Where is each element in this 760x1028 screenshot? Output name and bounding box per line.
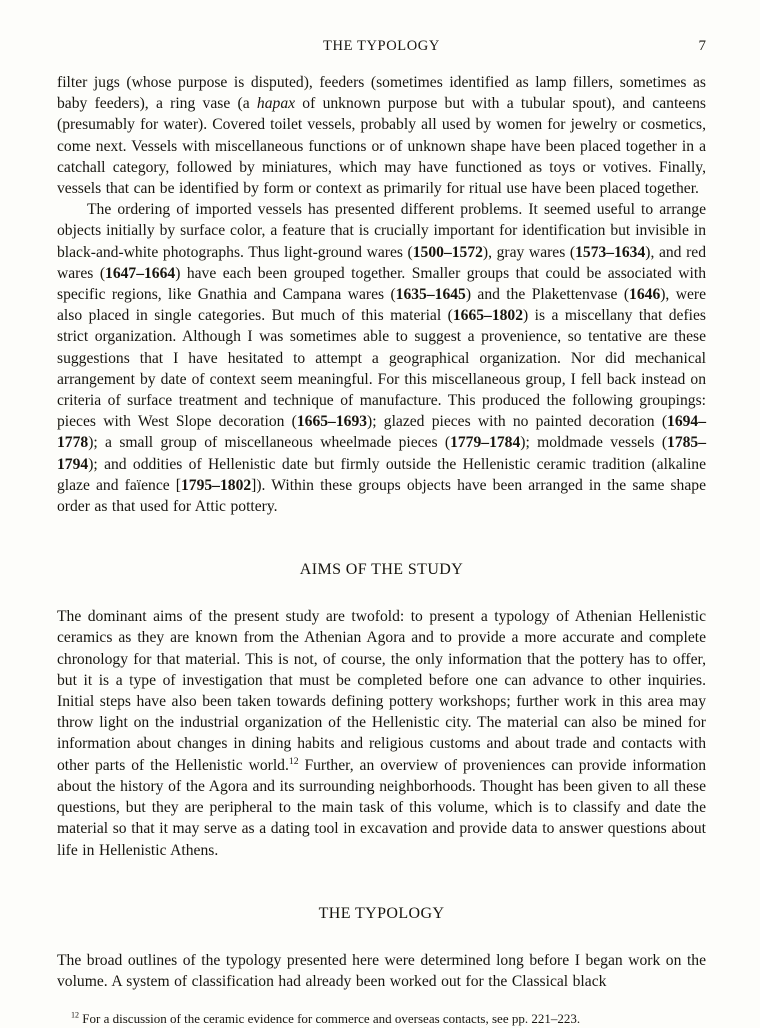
paragraph: filter jugs (whose purpose is disputed), feeders (sometimes identified as lamp fillers, sometimes as baby feeders), a ring vase (a hapax of unknown purpose but with a tubular spout), and canteens (presumably for water). Covered toilet vessels, probably all used by women for jewelry or cosmetics, come next. Vessels with miscellaneous functions or of unknown shape have been placed together in a catchall category, followed by miniatures, which may have functioned as toys or votives. Finally, vessels that can be identified by form or context as primarily for ritual use have been placed together. [57, 74, 706, 198]
footnote-marker: 12 [71, 1010, 80, 1020]
paragraph: The ordering of imported vessels has presented different problems. It seemed useful to arrange objects initially by surface color, a feature that is crucially important for identification but invisible in black-and-white photographs. Thus light-ground wares (1500–1572), gray wares (1573–1634), and red wares (1647–1664) have each been grouped together. Smaller groups that could be associated with specific regions, like Gnathia and Campana wares (1635–1645) and the Plakettenvase (1646), were also placed in single categories. But much of this material (1665–1802) is a miscellany that defies strict organization. Although I was sometimes able to suggest a provenience, so tentative are these suggestions that I have hesitated to attempt a geographical organization. Nor did mechanical arrangement by date of context seem meaningful. For this miscellaneous group, I fell back instead on criteria of surface treatment and technique of manufacture. This produced the following groupings: pieces with West Slope decoration (1665–1693); glazed pieces with no painted decoration (1694–1778); a small group of miscellaneous wheelmade pieces (1779–1784); moldmade vessels (1785–1794); and oddities of Hellenistic date but firmly outside the Hellenistic ceramic tradition (alkaline glaze and faïence [1795–1802]). Within these groups objects have been arranged in the same shape order as that used for Attic pottery. [57, 201, 707, 516]
page-body [57, 72, 706, 992]
section-heading: AIMS OF THE STUDY [299, 561, 464, 579]
paragraph: The broad outlines of the typology presented here were determined long before I began work on the volume. A system of classification had already been worked out for the Classical black [57, 951, 706, 990]
page-number: 7 [698, 38, 706, 54]
running-head [57, 38, 706, 58]
footnote-text: For a discussion of the ceramic evidence for commerce and overseas contacts, see pp. 221–223. [79, 1011, 581, 1027]
paragraph: The dominant aims of the present study are twofold: to present a typology of Athenian Hellenistic ceramics as they are known from the Athenian Agora and to provide a more accurate and complete chronology for that material. This is not, of course, the only information that the pottery has to offer, but it is a type of investigation that must be completed before one can advance to other inquiries. Initial steps have also been taken towards defining pottery workshops; further work in this area may throw light on the industrial organization of the Hellenistic city. The material can also be mined for information about changes in dining habits and religious customs and about trade and contacts with other parts of the Hellenistic world.$^{12}$ Further, an overview of proveniences can provide information about the history of the Agora and its surrounding neighborhoods. Thought has been given to all these questions, but they are peripheral to the main task of this volume, which is to classify and date the material so that it may serve as a dating tool in excavation and provide data to answer questions about life in Hellenistic Athens. [57, 608, 706, 859]
running-title: THE TYPOLOGY [323, 38, 440, 54]
section-heading: THE TYPOLOGY [318, 904, 445, 922]
footnote [57, 1010, 706, 1028]
